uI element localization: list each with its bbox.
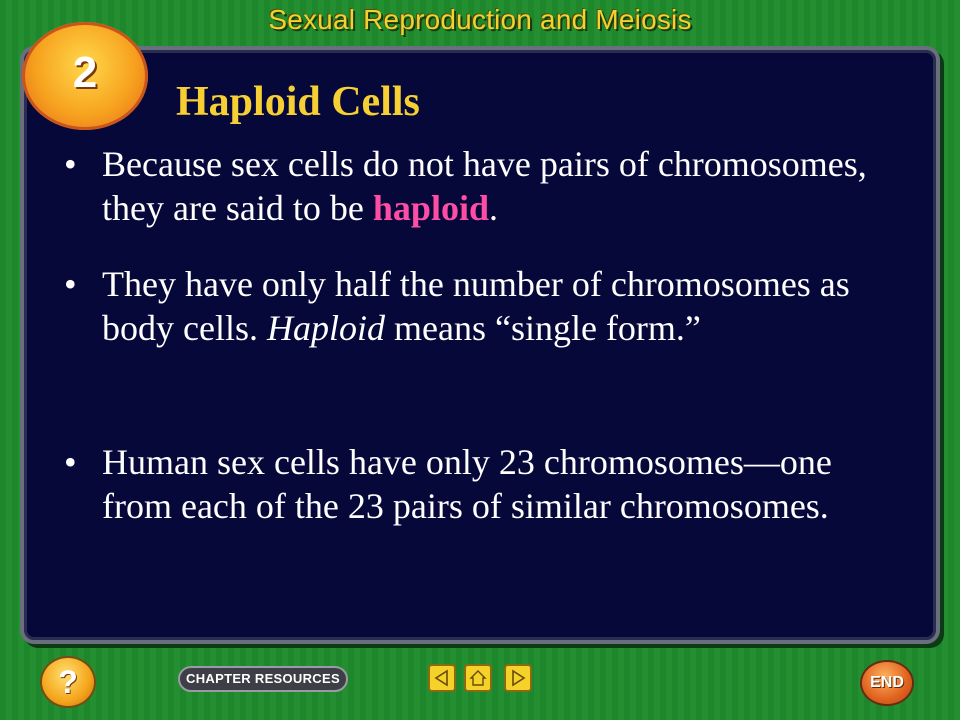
- chapter-title: Sexual Reproduction and Meiosis: [268, 4, 692, 35]
- bullet-item: [64, 440, 884, 528]
- bullet-item: [64, 262, 884, 350]
- previous-arrow-icon: [433, 669, 451, 687]
- bullet-dot: •: [64, 144, 77, 184]
- bullet-dot: •: [64, 442, 77, 482]
- term-haploid: haploid: [372, 188, 489, 228]
- next-arrow-icon: [509, 669, 527, 687]
- footer-nav: [0, 650, 960, 720]
- end-button[interactable]: END: [862, 662, 912, 704]
- slide-title: Haploid Cells: [176, 79, 420, 125]
- bullet-text-end: means “single form.”: [385, 308, 701, 348]
- home-icon: [469, 669, 487, 687]
- bullet-text-end: .: [488, 188, 498, 228]
- bullet-item: [64, 142, 884, 230]
- home-button[interactable]: [464, 664, 492, 692]
- emphasis-haploid: Haploid: [266, 308, 385, 348]
- bullet-text: Human sex cells have only 23 chromosomes—one from each of the 23 pairs of similar chromosomes.: [102, 442, 832, 526]
- next-button[interactable]: [504, 664, 532, 692]
- section-number: 2: [72, 48, 98, 97]
- bullet-text: Because sex cells do not have pairs of chromosomes, they are said to be: [102, 144, 867, 228]
- previous-button[interactable]: [428, 664, 456, 692]
- help-button[interactable]: ?: [42, 658, 94, 706]
- section-number-badge: [22, 22, 148, 130]
- bullet-dot: •: [64, 264, 77, 304]
- bullet-text: They have only half the number of chromosomes as body cells.: [102, 264, 850, 348]
- chapter-resources-button[interactable]: CHAPTER RESOURCES: [178, 666, 348, 692]
